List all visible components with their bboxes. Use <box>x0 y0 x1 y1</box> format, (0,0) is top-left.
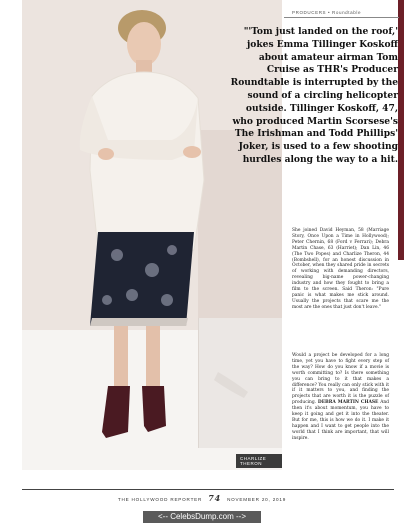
speaker-name: DEBRA MARTIN CHASE <box>317 400 379 406</box>
publication-name: THE HOLLYWOOD REPORTER <box>117 497 203 502</box>
section-color-tab <box>398 0 404 260</box>
watermark-banner: <-- CelebsDump.com --> <box>143 511 261 523</box>
photo-credit: CHARLIZE THERON <box>236 454 282 468</box>
body-column-2-lead: Would a project be developed for a long time, yet you have to fight every step of the way? How do you know if a movie is worth committing to? Is there something you can bring to it that makes a difference? You really can only stick with it if it matters to you, and finding the projects that are worth it is the puzzle of producing. <box>292 353 389 406</box>
footer-divider <box>22 489 394 490</box>
body-column-2 <box>292 353 389 442</box>
body-column-1: She joined David Heyman, 58 (Marriage Story, Once Upon a Time in Hollywood); Peter Chernin, 68 (Ford v Ferrari); Debra Martin Chase, 63 (Harriet); Dan Lin, 46 (The Two Popes) and Charlize Theron, 44 (Bombshell), for an honest discussion in October, when they shared pride in secrets of working with demanding directors, revealing big-name power-changing industry and how they fought to bring a film to the screen. Said Theron: "Pure panic is what makes me stick around. Usually the projects that scare me the most are the ones that just don't leave." <box>292 228 389 310</box>
page-footer <box>0 493 404 503</box>
issue-date: NOVEMBER 20, 2019 <box>227 497 287 502</box>
pull-quote: "'Tom just landed on the roof,' jokes Emma Tillinger Koskoff about amateur airman Tom Cruise as THR's Producer Roundtable is interrupted by the sound of a circling helicopter outside. Tillinger Koskoff, 47, who produced Martin Scorsese's The Irishman and Todd Phillips' Joker, is used to a few shooting hurdles along the way to a hit. <box>230 26 398 165</box>
body-column-2-tail: And then it's about momentum, you have to keep it going and get it into the theater. But for me, this is how we do it. I make it happen and I want to get people into the world that I think are important, that will inspire. <box>292 400 389 441</box>
section-label: PRODUCERS • Roundtable <box>292 10 362 15</box>
page-number: 74 <box>208 493 221 503</box>
header-divider <box>284 17 399 18</box>
